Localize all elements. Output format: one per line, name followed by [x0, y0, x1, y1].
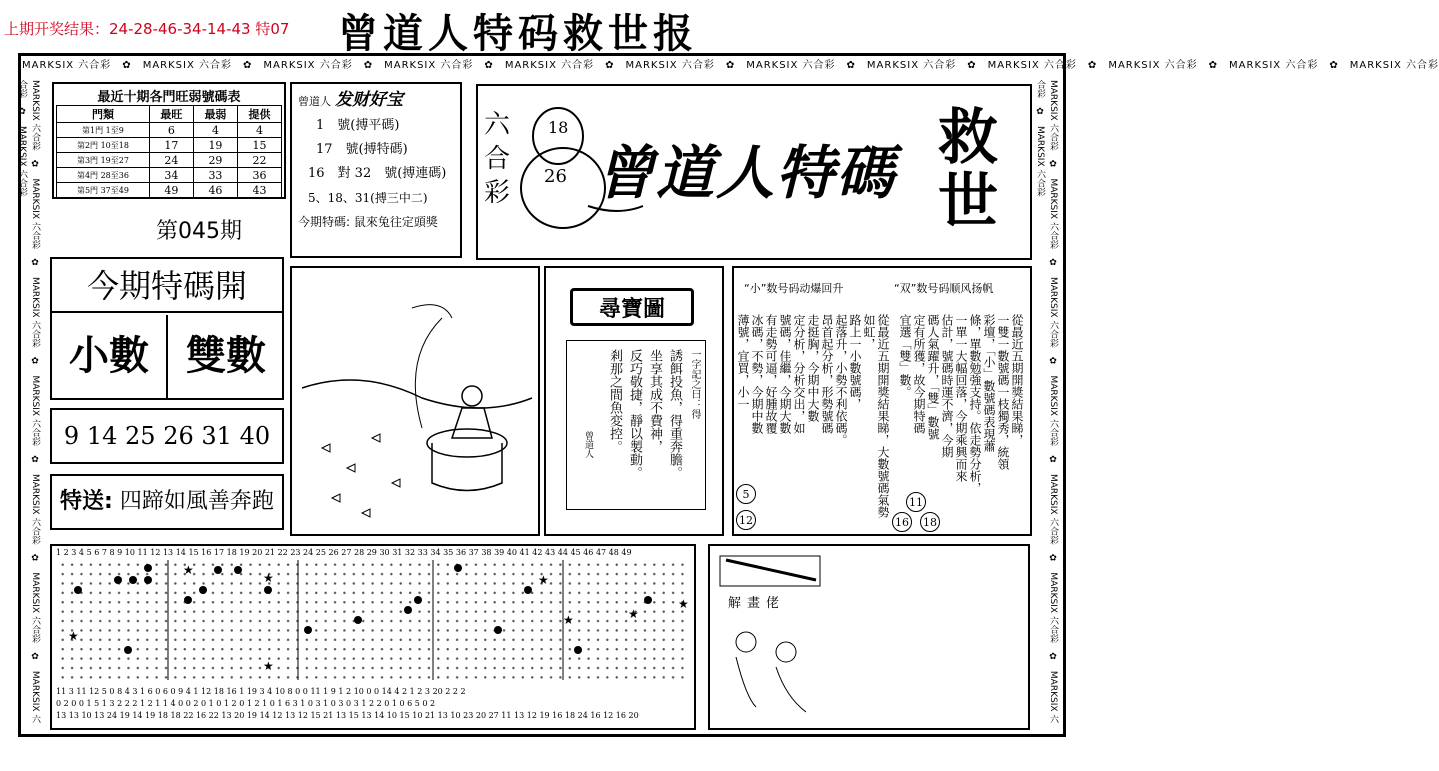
grid-markers	[58, 560, 690, 680]
open-box	[50, 257, 284, 400]
grid-number: 30	[379, 548, 390, 557]
brand-strip-top: MARKSIX 六合彩 ✿ MARKSIX 六合彩 ✿ MARKSIX 六合彩 ✿ MARKSIX 六合彩 ✿ MARKSIX 六合彩 ✿ MARKSIX 六合彩 ✿ MARKSIX 六合彩 ✿ MARKSIX 六合彩 ✿ MARKSIX 六合彩 ✿ MARKSIX 六合彩 ✿ MARKSIX 六合彩 ✿ MARKSIX 六合彩	[22, 60, 1439, 71]
tip-line: 1 號(搏平碼)	[316, 118, 400, 133]
table-cell: 19	[193, 138, 237, 153]
grid-number: 39	[494, 548, 505, 557]
table-row	[57, 123, 282, 138]
table-cell: 43	[237, 183, 281, 198]
article-col: 有走勢可逼，好腫故覆	[764, 314, 778, 434]
logo-side-text: 六合彩	[484, 110, 511, 208]
previous-result: 上期开奖结果：24-28-46-34-14-43 特07	[4, 20, 290, 38]
grid-number: 37	[468, 548, 479, 557]
grid-number: 24	[303, 548, 314, 557]
table-cell: 34	[149, 168, 193, 183]
svg-text:★: ★	[183, 563, 194, 577]
table-cell: 第2門 10至18	[57, 138, 150, 153]
tips-special: 今期特碼: 鼠來兔往定頭獎	[298, 215, 438, 229]
special-send-text: 四蹄如風善奔跑	[119, 489, 274, 514]
open-title: 今期特碼開	[52, 259, 282, 313]
tips-header	[298, 88, 454, 114]
table-cell: 33	[193, 168, 237, 183]
table-cell: 46	[193, 183, 237, 198]
article-col: 一單一大幅回落，今期乘興而來	[954, 314, 968, 482]
article-heading-b: “双”数号码顺风扬帆	[894, 282, 994, 295]
table-cell: 6	[149, 123, 193, 138]
svg-text:★: ★	[263, 571, 274, 585]
logo-box	[476, 84, 1032, 260]
tip-line: 5、18、31(搏三中二)	[308, 191, 428, 205]
cartoon-box	[708, 544, 1030, 730]
lucky-number: 14	[86, 422, 118, 450]
article-col: 條，單數勉強支持。依走勢分析，	[968, 314, 982, 494]
table-cell: 第4門 28至36	[57, 168, 150, 183]
grid-number: 22	[277, 548, 288, 557]
trend-grid	[50, 544, 696, 730]
grid-number: 36	[455, 548, 467, 557]
article-col: 彩壇，「小」數號碼表現蕭	[982, 314, 996, 452]
grid-number: 6	[94, 548, 100, 557]
brand-strip-left: MARKSIX 六合彩 ✿ MARKSIX 六合彩 ✿ MARKSIX 六合彩 ✿ MARKSIX 六合彩 ✿ MARKSIX 六合彩 ✿ MARKSIX 六合彩 ✿ MARKSIX 六合彩 ✿ MARKSIX 六合彩	[17, 80, 40, 724]
table-cell: 36	[237, 168, 281, 183]
lucky-number: 31	[201, 422, 232, 450]
grid-number: 35	[443, 548, 454, 557]
weak-strong-table-box	[52, 82, 286, 199]
weak-table	[56, 105, 282, 198]
grid-number: 27	[341, 548, 352, 557]
article-col: 定分析，分析交出，如	[792, 314, 806, 434]
logo-number-b: 26	[544, 166, 567, 187]
logo-title: 曾道人特碼	[596, 139, 897, 207]
article-col: 一雙一數號碼一枝獨秀，統領	[996, 314, 1010, 470]
lucky-number: 26	[163, 422, 194, 450]
col-header: 門類	[57, 106, 150, 123]
grid-number: 34	[430, 548, 441, 557]
tips-author: 曾道人	[298, 95, 331, 108]
lucky-number: 40	[239, 422, 271, 450]
grid-number: 10	[124, 548, 135, 557]
treasure-col: 剎那之間魚変控。	[607, 349, 622, 453]
table-cell: 4	[193, 123, 237, 138]
table-cell: 第3門 19至27	[57, 153, 150, 168]
grid-number: 42	[532, 548, 543, 557]
table-cell: 49	[149, 183, 193, 198]
open-small: 小數	[52, 315, 168, 398]
grid-bottom-rows	[56, 686, 692, 722]
article-col: 碼人氣躍升，「雙」數號	[926, 314, 940, 440]
fisherman-drawing-icon	[292, 268, 538, 534]
grid-number: 33	[417, 548, 428, 557]
masthead-title: 曾道人特码救世报	[338, 10, 698, 57]
grid-number: 44	[557, 548, 568, 557]
grid-number: 40	[506, 548, 517, 557]
table-row	[57, 183, 282, 198]
grid-number: 12	[150, 548, 161, 557]
treasure-title: 尋寶圖	[570, 288, 694, 326]
logo-save-world: 救世	[938, 103, 998, 237]
special-send-label: 特送:	[60, 489, 113, 514]
grid-number: 31	[392, 548, 403, 557]
grid-number: 5	[86, 548, 92, 557]
grid-row: 13 13 10 13 24 19 14 19 18 18 22 16 22 13 20 19 14 12 13 12 15 21 13 15 13 14 10 15 10 21 13 10 23 20 27 11 13 12 19 16 18 24 16 12 16 20	[56, 711, 639, 720]
col-header: 提供	[237, 106, 281, 123]
lucky-number: 9	[63, 422, 80, 450]
grid-number: 45	[570, 548, 581, 557]
grid-number: 14	[175, 548, 186, 557]
grid-row: 0 2 0 0 1 5 1 3 2 2 2 1 2 1 1 4 0 0 2 0 1 0 1 2 0 1 2 1 0 1 6 3 1 0 3 1 0 3 0 3 1 2 2 0 1 0 6 5 0 2	[56, 699, 436, 708]
numbers-box	[50, 408, 284, 464]
grid-row: 11 3 11 12 5 0 8 4 3 1 6 0 6 0 9 4 1 12 18 16 1 19 3 4 10 8 0 0 11 1 9 1 2 10 0 0 14 4 2 1 2 3 20 2 2 2	[56, 687, 466, 696]
article-col: 薄號，宜買，小一	[736, 314, 750, 410]
article-col: 冰碼，不勢，今期中數	[750, 314, 764, 434]
tip-line: 16 對 32 號(搏連碼)	[308, 166, 447, 181]
grid-number: 19	[239, 548, 250, 557]
grid-top-numbers	[56, 548, 692, 557]
circle-number: 18	[920, 512, 940, 532]
table-cell: 24	[149, 153, 193, 168]
article-col: 宜選「雙」數。	[898, 314, 912, 398]
weak-table-title: 最近十期各門旺弱號碼表	[97, 90, 241, 105]
grid-number: 28	[353, 548, 365, 557]
treasure-col: 誘餌投魚，得重奔膽。	[667, 349, 682, 479]
table-cell: 17	[149, 138, 193, 153]
article-col: 走挺胸，今期中大數	[806, 314, 820, 422]
article-col: 從最近五期開獎結果睇，大數號碼氣勢如虹，	[862, 314, 890, 518]
article-col: 從最近五期開獎結果睇，	[1010, 314, 1024, 446]
dot-matrix	[58, 560, 690, 680]
lucky-number: 25	[125, 422, 156, 450]
article-heading-a: “小”数号码动爆回升	[744, 282, 844, 295]
grid-number: 7	[101, 548, 107, 557]
table-row	[57, 138, 282, 153]
grid-number: 4	[78, 548, 85, 557]
article-box	[732, 266, 1032, 536]
grid-number: 29	[366, 548, 377, 557]
article-col: 起落升，小勢不利依碼。	[834, 314, 848, 446]
logo-number-a: 18	[548, 118, 569, 137]
grid-number: 17	[213, 548, 225, 557]
article-col: 號碼，佳繼，今期大數	[778, 314, 792, 434]
table-row	[57, 153, 282, 168]
circle-number: 12	[736, 510, 756, 530]
table-cell: 第5門 37至49	[57, 183, 150, 198]
grid-number: 48	[608, 548, 619, 557]
grid-number: 26	[328, 548, 339, 557]
grid-number: 46	[583, 548, 594, 557]
grid-number: 18	[226, 548, 237, 557]
svg-text:★: ★	[68, 629, 79, 643]
article-col: 定有所獲，故今期特碼	[912, 314, 926, 434]
table-cell: 29	[193, 153, 237, 168]
weak-table-header	[57, 106, 282, 123]
treasure-sign: 曾道人	[583, 431, 593, 458]
treasure-col: 坐享其成不費神，	[647, 349, 662, 453]
circle-number: 5	[736, 484, 756, 504]
grid-number: 43	[545, 548, 556, 557]
grid-number: 21	[264, 548, 276, 557]
article-col: 昂首起分析，形勢號碼	[820, 314, 834, 434]
grid-number: 8	[109, 548, 115, 557]
grid-number: 1	[56, 548, 62, 557]
brand-strip-right: MARKSIX 六合彩 ✿ MARKSIX 六合彩 ✿ MARKSIX 六合彩 ✿ MARKSIX 六合彩 ✿ MARKSIX 六合彩 ✿ MARKSIX 六合彩 ✿ MARKSIX 六合彩 ✿ MARKSIX 六合彩	[1035, 80, 1058, 724]
article-col: 路上一小數號碼，	[848, 314, 862, 410]
treasure-col: 反巧敬捷，靜以製動。	[627, 349, 642, 479]
grid-number: 32	[404, 548, 416, 557]
svg-text:★: ★	[538, 573, 549, 587]
grid-number: 11	[137, 548, 148, 557]
svg-text:★: ★	[628, 607, 639, 621]
circle-number: 16	[892, 512, 912, 532]
table-cell: 第1門 1至9	[57, 123, 150, 138]
tips-box	[290, 82, 462, 258]
grid-number: 41	[519, 548, 530, 557]
cartoon-top-icon	[716, 550, 826, 594]
cartoon-caption: 解畫佬	[728, 596, 786, 611]
grid-number: 25	[315, 548, 326, 557]
article-col: 估計，號碼時運不濟，今期	[940, 314, 954, 458]
grid-number: 13	[162, 548, 174, 557]
grid-number: 9	[117, 548, 123, 557]
grid-number: 49	[621, 548, 632, 557]
treasure-scroll	[566, 340, 706, 510]
svg-text:★: ★	[678, 597, 689, 611]
table-cell: 22	[237, 153, 281, 168]
grid-number: 3	[71, 548, 77, 557]
grid-number: 2	[63, 548, 69, 557]
special-send-box	[50, 474, 284, 530]
col-header: 最旺	[149, 106, 193, 123]
grid-number: 23	[290, 548, 301, 557]
grid-number: 16	[201, 548, 212, 557]
table-cell: 4	[237, 123, 281, 138]
tips-slogan: 发财好宝	[335, 90, 404, 110]
fishing-illustration	[290, 266, 540, 536]
table-cell: 15	[237, 138, 281, 153]
grid-number: 47	[595, 548, 607, 557]
cartoon-people-icon	[716, 612, 826, 722]
issue-number: 第045期	[156, 219, 242, 244]
grid-number: 15	[188, 548, 199, 557]
svg-text:★: ★	[563, 613, 574, 627]
open-double: 雙數	[186, 333, 266, 379]
grid-number: 38	[481, 548, 492, 557]
table-row	[57, 168, 282, 183]
svg-text:★: ★	[263, 659, 274, 673]
treasure-heading: 一字記之曰：得	[689, 349, 700, 419]
treasure-map-box	[544, 266, 724, 536]
col-header: 最弱	[193, 106, 237, 123]
grid-number: 20	[252, 548, 263, 557]
circle-number: 11	[906, 492, 926, 512]
tip-line: 17 號(搏特碼)	[316, 142, 408, 157]
